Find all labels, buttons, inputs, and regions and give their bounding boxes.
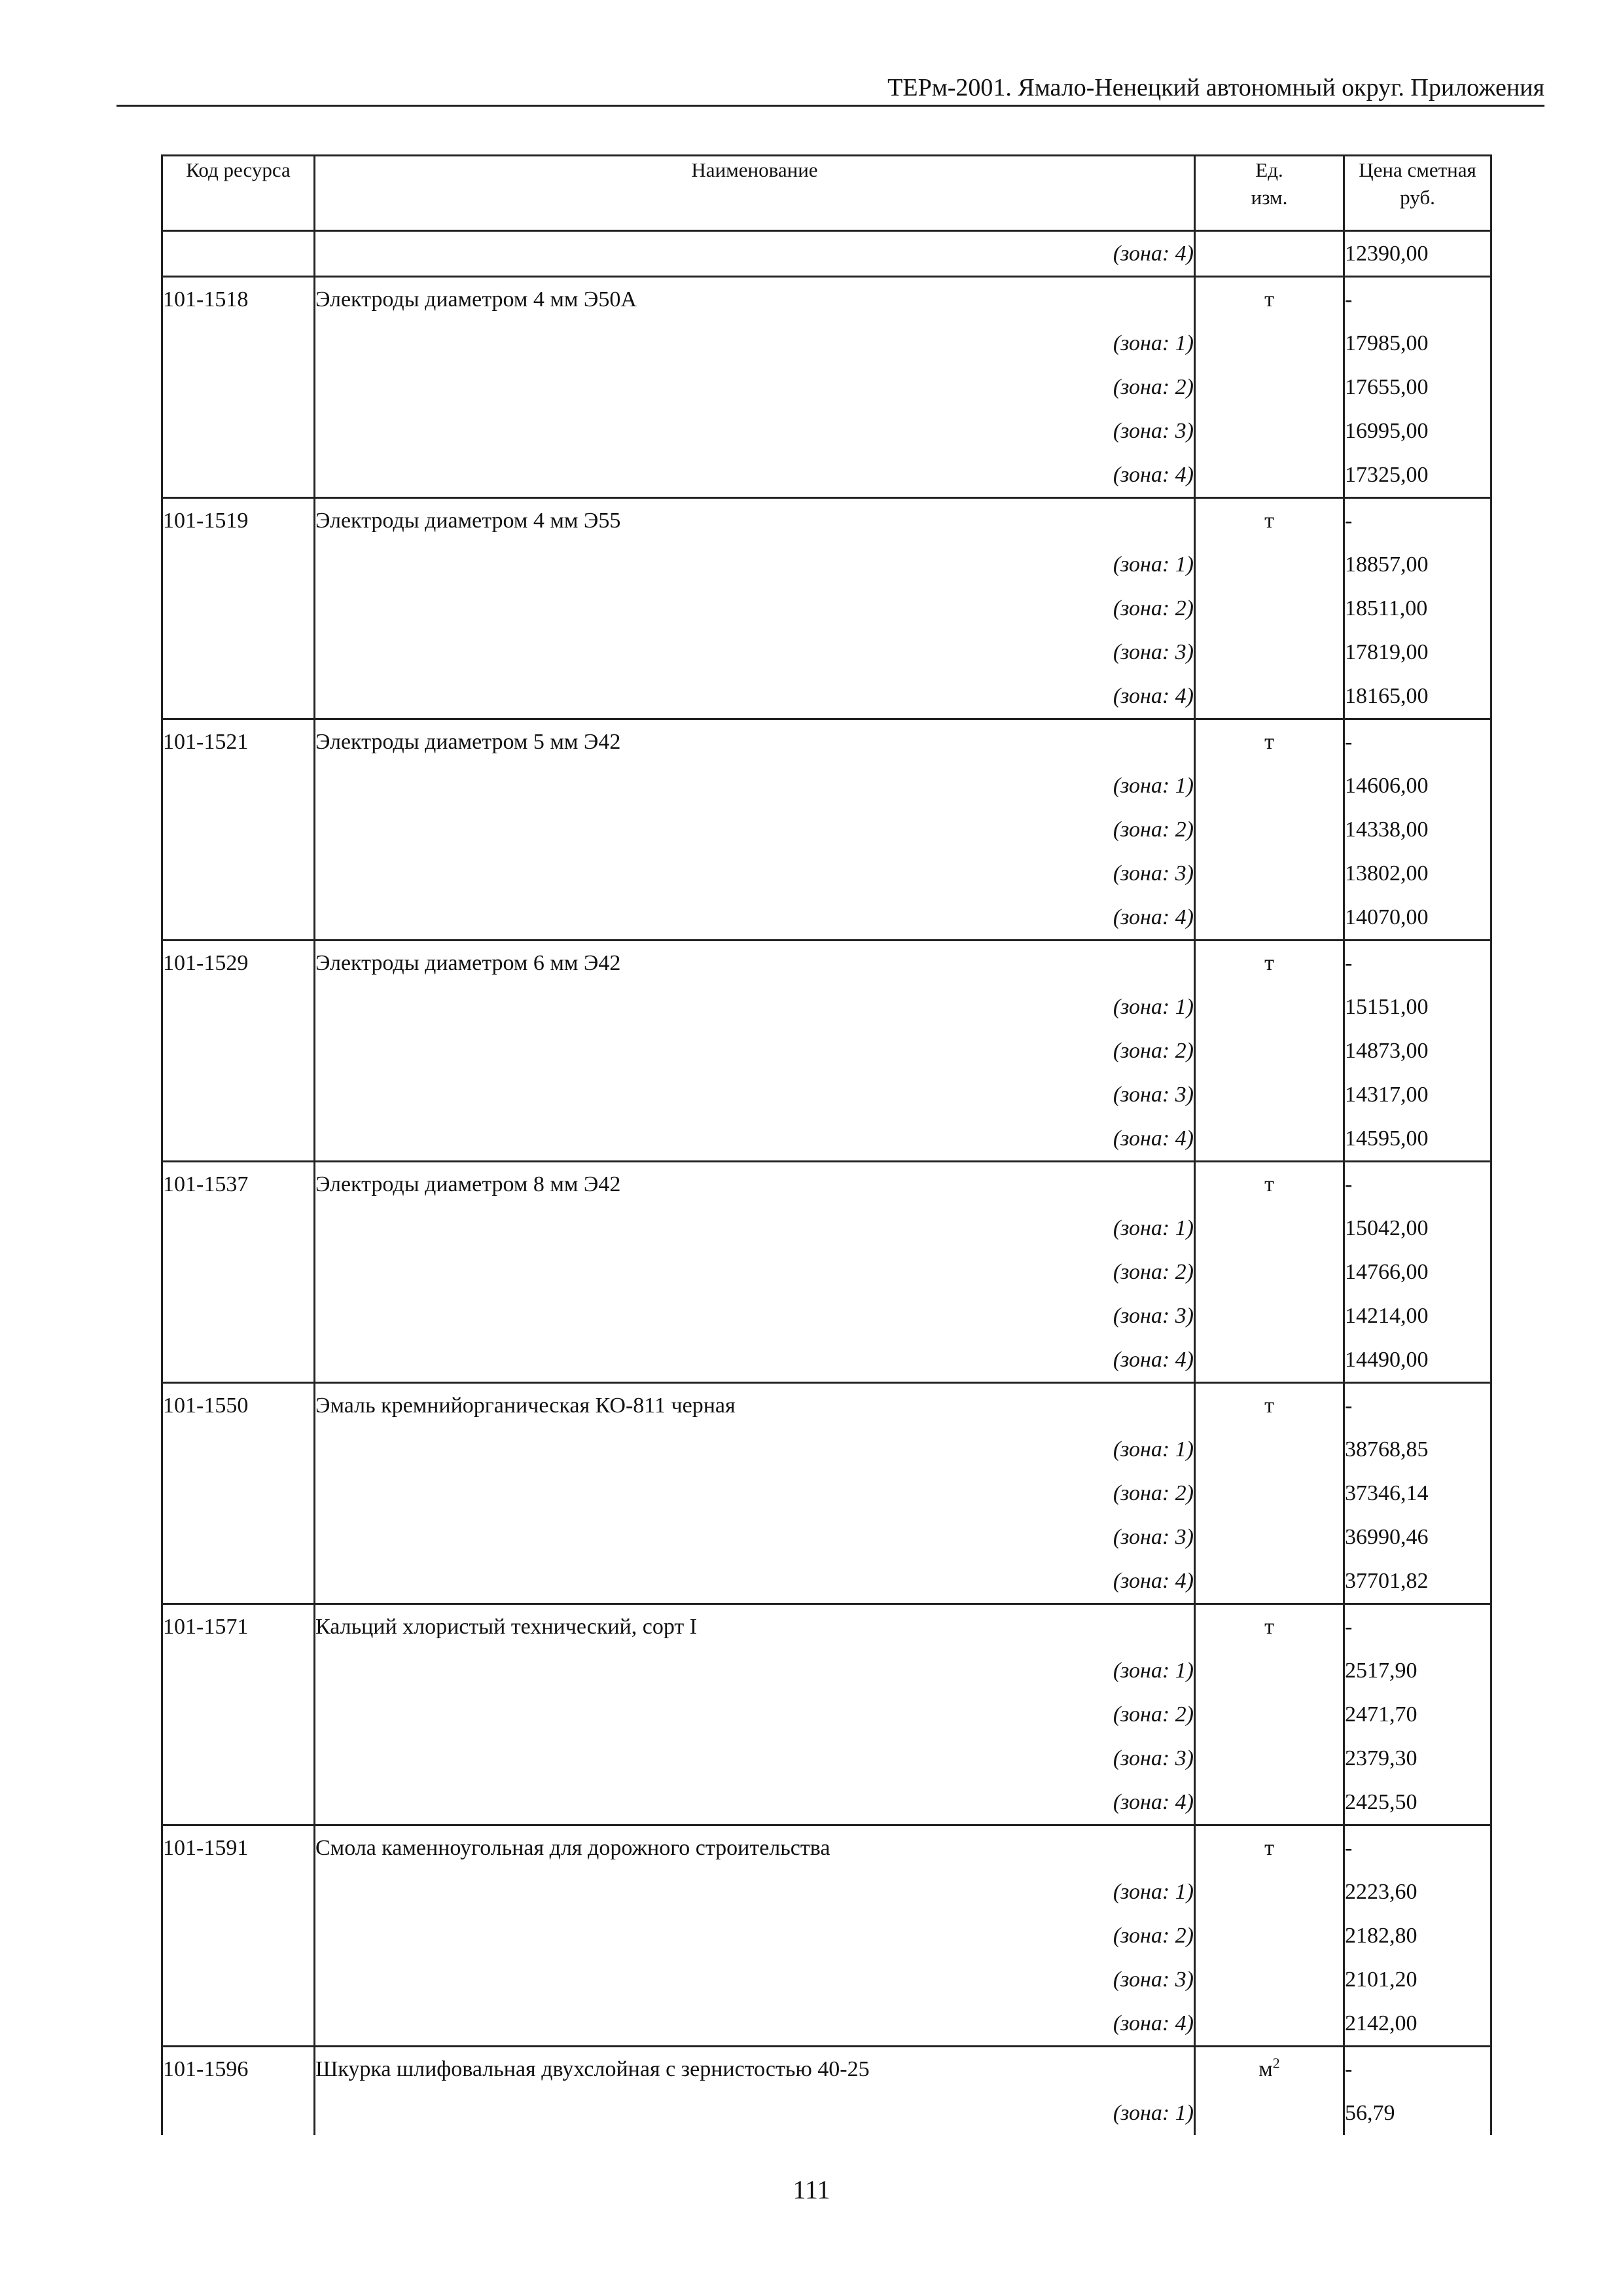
cell-resource-name: Электроды диаметром 6 мм Э42 <box>315 941 1195 986</box>
cell-zone-label: (зона: 4) <box>315 1559 1195 1604</box>
table-row <box>162 365 1491 409</box>
cell-resource-code: 101-1550 <box>162 1383 315 1428</box>
cell-resource-code <box>162 674 315 719</box>
cell-price: 2517,90 <box>1344 1649 1491 1693</box>
cell-zone-label: (зона: 4) <box>315 1780 1195 1825</box>
table-row <box>162 895 1491 941</box>
column-header-price <box>1344 156 1491 231</box>
cell-resource-code <box>162 1780 315 1825</box>
cell-zone-label: (зона: 1) <box>315 1649 1195 1693</box>
cell-resource-name: Эмаль кремнийорганическая КО-811 черная <box>315 1383 1195 1428</box>
cell-resource-code <box>162 895 315 941</box>
table-row <box>162 1427 1491 1471</box>
table-row <box>162 1736 1491 1780</box>
cell-zone-label: (зона: 2) <box>315 1693 1195 1736</box>
cell-resource-code: 101-1591 <box>162 1825 315 1871</box>
cell-zone-label: (зона: 3) <box>315 409 1195 453</box>
cell-price: 12390,00 <box>1344 231 1491 277</box>
cell-resource-name: Электроды диаметром 5 мм Э42 <box>315 719 1195 764</box>
cell-price: - <box>1344 941 1491 986</box>
cell-price: - <box>1344 719 1491 764</box>
cell-price: - <box>1344 1825 1491 1871</box>
cell-zone-label: (зона: 4) <box>315 1338 1195 1383</box>
cell-resource-code <box>162 453 315 498</box>
cell-unit <box>1195 1693 1344 1736</box>
cell-price: - <box>1344 1604 1491 1649</box>
cell-unit <box>1195 2001 1344 2047</box>
table-row <box>162 2047 1491 2092</box>
cell-price: - <box>1344 498 1491 543</box>
cell-zone-label: (зона: 2) <box>315 586 1195 630</box>
cell-zone-label: (зона: 3) <box>315 1736 1195 1780</box>
cell-price: 14214,00 <box>1344 1294 1491 1338</box>
cell-resource-code <box>162 409 315 453</box>
cell-price: 14490,00 <box>1344 1338 1491 1383</box>
cell-price: - <box>1344 277 1491 322</box>
column-header-name: Наименование <box>315 156 1195 231</box>
cell-price: 14873,00 <box>1344 1029 1491 1073</box>
cell-price: 2471,70 <box>1344 1693 1491 1736</box>
column-header-unit <box>1195 156 1344 231</box>
cell-resource-code <box>162 1073 315 1117</box>
cell-price: 17655,00 <box>1344 365 1491 409</box>
cell-resource-code <box>162 365 315 409</box>
unit-text: т <box>1264 1172 1274 1196</box>
cell-resource-code <box>162 543 315 586</box>
cell-resource-code <box>162 1515 315 1559</box>
table-row <box>162 674 1491 719</box>
cell-zone-label: (зона: 2) <box>315 1914 1195 1958</box>
price-table <box>161 154 1492 2135</box>
cell-unit <box>1195 1294 1344 1338</box>
cell-unit <box>1195 719 1344 764</box>
cell-price: 37346,14 <box>1344 1471 1491 1515</box>
cell-zone-label: (зона: 2) <box>315 1471 1195 1515</box>
cell-zone-label: (зона: 4) <box>315 453 1195 498</box>
table-row <box>162 985 1491 1029</box>
table-row <box>162 1559 1491 1604</box>
header-rule <box>116 105 1544 107</box>
cell-price: 2425,50 <box>1344 1780 1491 1825</box>
cell-resource-name: Шкурка шлифовальная двухслойная с зернистостью 40-25 <box>315 2047 1195 2092</box>
cell-resource-code <box>162 852 315 895</box>
cell-resource-code <box>162 1649 315 1693</box>
cell-unit <box>1195 674 1344 719</box>
cell-resource-code <box>162 1693 315 1736</box>
price-header-line1: Цена сметная <box>1359 158 1476 181</box>
cell-zone-label: (зона: 4) <box>315 1117 1195 1162</box>
table-row <box>162 1914 1491 1958</box>
cell-resource-code <box>162 1206 315 1250</box>
cell-resource-code <box>162 1294 315 1338</box>
cell-unit <box>1195 1250 1344 1294</box>
cell-zone-label: (зона: 1) <box>315 321 1195 365</box>
cell-unit <box>1195 1604 1344 1649</box>
cell-unit <box>1195 808 1344 852</box>
cell-unit <box>1195 1383 1344 1428</box>
table-row <box>162 1117 1491 1162</box>
cell-resource-code <box>162 1559 315 1604</box>
cell-price: 38768,85 <box>1344 1427 1491 1471</box>
cell-unit <box>1195 365 1344 409</box>
cell-resource-code <box>162 630 315 674</box>
table-row <box>162 498 1491 543</box>
cell-resource-code <box>162 1471 315 1515</box>
cell-resource-code <box>162 321 315 365</box>
cell-resource-code <box>162 764 315 808</box>
cell-price: 17325,00 <box>1344 453 1491 498</box>
cell-resource-code: 101-1519 <box>162 498 315 543</box>
cell-unit <box>1195 852 1344 895</box>
cell-resource-name: Электроды диаметром 8 мм Э42 <box>315 1162 1195 1207</box>
table-row <box>162 630 1491 674</box>
cell-zone-label: (зона: 3) <box>315 1958 1195 2001</box>
table-row <box>162 1515 1491 1559</box>
cell-unit <box>1195 2091 1344 2135</box>
cell-unit <box>1195 1825 1344 1871</box>
cell-price: 18165,00 <box>1344 674 1491 719</box>
cell-resource-code <box>162 1736 315 1780</box>
table-row <box>162 1471 1491 1515</box>
cell-zone-label: (зона: 1) <box>315 1427 1195 1471</box>
unit-header-line2: изм. <box>1251 186 1288 209</box>
cell-zone-label: (зона: 3) <box>315 1073 1195 1117</box>
cell-resource-code: 101-1571 <box>162 1604 315 1649</box>
table-row <box>162 1870 1491 1914</box>
cell-resource-code <box>162 1870 315 1914</box>
table-row <box>162 1029 1491 1073</box>
cell-zone-label: (зона: 1) <box>315 1870 1195 1914</box>
cell-unit <box>1195 985 1344 1029</box>
table-row <box>162 1604 1491 1649</box>
cell-resource-code: 101-1537 <box>162 1162 315 1207</box>
cell-price: 18511,00 <box>1344 586 1491 630</box>
cell-price: 14595,00 <box>1344 1117 1491 1162</box>
cell-unit <box>1195 231 1344 277</box>
page-number: 111 <box>793 2175 830 2204</box>
table-row <box>162 543 1491 586</box>
cell-price: 2182,80 <box>1344 1914 1491 1958</box>
table-row <box>162 1693 1491 1736</box>
cell-unit <box>1195 1870 1344 1914</box>
cell-unit <box>1195 543 1344 586</box>
cell-unit <box>1195 1029 1344 1073</box>
cell-unit <box>1195 1427 1344 1471</box>
cell-unit <box>1195 1914 1344 1958</box>
table-row <box>162 1338 1491 1383</box>
table-row <box>162 1250 1491 1294</box>
cell-unit <box>1195 630 1344 674</box>
cell-unit <box>1195 1649 1344 1693</box>
table-row <box>162 321 1491 365</box>
unit-text: т <box>1264 287 1274 312</box>
cell-unit <box>1195 321 1344 365</box>
cell-zone-label: (зона: 3) <box>315 852 1195 895</box>
cell-unit <box>1195 764 1344 808</box>
table-header-row <box>162 156 1491 231</box>
column-header-code: Код ресурса <box>162 156 315 231</box>
cell-price: 2142,00 <box>1344 2001 1491 2047</box>
unit-text: т <box>1264 951 1274 975</box>
cell-zone-label: (зона: 4) <box>315 674 1195 719</box>
cell-price: 56,79 <box>1344 2091 1491 2135</box>
cell-resource-code <box>162 1117 315 1162</box>
table-row <box>162 1206 1491 1250</box>
unit-text: т <box>1264 1393 1274 1418</box>
unit-superscript: 2 <box>1272 2054 1280 2072</box>
running-header: ТЕРм-2001. Ямало-Ненецкий автономный округ. Приложения <box>887 74 1544 101</box>
cell-resource-name: Кальций хлористый технический, сорт I <box>315 1604 1195 1649</box>
cell-resource-name: Электроды диаметром 4 мм Э50А <box>315 277 1195 322</box>
table-row <box>162 453 1491 498</box>
cell-zone-label: (зона: 4) <box>315 231 1195 277</box>
table-row <box>162 1294 1491 1338</box>
cell-resource-code <box>162 586 315 630</box>
cell-resource-name: Смола каменноугольная для дорожного строительства <box>315 1825 1195 1871</box>
cell-zone-label: (зона: 3) <box>315 1294 1195 1338</box>
table-row <box>162 2091 1491 2135</box>
table-row <box>162 1162 1491 1207</box>
cell-price: - <box>1344 2047 1491 2092</box>
cell-resource-code: 101-1521 <box>162 719 315 764</box>
cell-price: 15042,00 <box>1344 1206 1491 1250</box>
table-row <box>162 852 1491 895</box>
table-row <box>162 1073 1491 1117</box>
cell-price: 36990,46 <box>1344 1515 1491 1559</box>
cell-unit <box>1195 453 1344 498</box>
cell-price: 17985,00 <box>1344 321 1491 365</box>
table-row <box>162 941 1491 986</box>
cell-resource-code <box>162 2091 315 2135</box>
cell-zone-label: (зона: 3) <box>315 630 1195 674</box>
cell-unit <box>1195 941 1344 986</box>
cell-zone-label: (зона: 4) <box>315 895 1195 941</box>
price-header-line2: руб. <box>1400 186 1435 209</box>
cell-zone-label: (зона: 2) <box>315 1250 1195 1294</box>
cell-resource-code: 101-1529 <box>162 941 315 986</box>
cell-resource-code <box>162 1338 315 1383</box>
cell-zone-label: (зона: 2) <box>315 365 1195 409</box>
cell-unit <box>1195 498 1344 543</box>
cell-resource-code: 101-1518 <box>162 277 315 322</box>
cell-unit <box>1195 1073 1344 1117</box>
cell-resource-code <box>162 1427 315 1471</box>
cell-zone-label: (зона: 1) <box>315 543 1195 586</box>
cell-unit <box>1195 895 1344 941</box>
unit-text: т <box>1264 509 1274 533</box>
table-row <box>162 1780 1491 1825</box>
cell-price: 2379,30 <box>1344 1736 1491 1780</box>
cell-price: 18857,00 <box>1344 543 1491 586</box>
cell-unit <box>1195 1559 1344 1604</box>
cell-resource-code <box>162 1914 315 1958</box>
table-row <box>162 2001 1491 2047</box>
cell-price: - <box>1344 1383 1491 1428</box>
cell-zone-label: (зона: 1) <box>315 985 1195 1029</box>
cell-zone-label: (зона: 1) <box>315 2091 1195 2135</box>
table-row <box>162 1958 1491 2001</box>
cell-price: 37701,82 <box>1344 1559 1491 1604</box>
table-row <box>162 719 1491 764</box>
cell-zone-label: (зона: 1) <box>315 764 1195 808</box>
cell-unit <box>1195 586 1344 630</box>
cell-price: 14338,00 <box>1344 808 1491 852</box>
cell-resource-code <box>162 231 315 277</box>
cell-price: 2101,20 <box>1344 1958 1491 2001</box>
cell-unit <box>1195 1471 1344 1515</box>
unit-text: т <box>1264 1836 1274 1860</box>
cell-unit <box>1195 277 1344 322</box>
unit-header-line1: Ед. <box>1255 158 1283 181</box>
table-row <box>162 808 1491 852</box>
table-row <box>162 409 1491 453</box>
unit-text: т <box>1264 730 1274 754</box>
table-row <box>162 231 1491 277</box>
unit-text: м <box>1258 2057 1273 2081</box>
cell-price: 15151,00 <box>1344 985 1491 1029</box>
cell-price: 14606,00 <box>1344 764 1491 808</box>
cell-unit <box>1195 2047 1344 2092</box>
cell-price: 13802,00 <box>1344 852 1491 895</box>
table-body <box>162 231 1491 2136</box>
cell-unit <box>1195 1117 1344 1162</box>
cell-unit <box>1195 1515 1344 1559</box>
cell-zone-label: (зона: 1) <box>315 1206 1195 1250</box>
table-row <box>162 1649 1491 1693</box>
cell-resource-code <box>162 985 315 1029</box>
cell-unit <box>1195 1162 1344 1207</box>
cell-zone-label: (зона: 2) <box>315 808 1195 852</box>
cell-unit <box>1195 409 1344 453</box>
unit-text: т <box>1264 1615 1274 1639</box>
table-row <box>162 277 1491 322</box>
cell-resource-code <box>162 2001 315 2047</box>
cell-zone-label: (зона: 2) <box>315 1029 1195 1073</box>
cell-unit <box>1195 1780 1344 1825</box>
table-row <box>162 586 1491 630</box>
cell-unit <box>1195 1206 1344 1250</box>
cell-price: - <box>1344 1162 1491 1207</box>
cell-resource-code <box>162 1250 315 1294</box>
cell-resource-code: 101-1596 <box>162 2047 315 2092</box>
table-row <box>162 764 1491 808</box>
cell-unit <box>1195 1338 1344 1383</box>
cell-price: 16995,00 <box>1344 409 1491 453</box>
cell-unit <box>1195 1958 1344 2001</box>
cell-price: 17819,00 <box>1344 630 1491 674</box>
cell-unit <box>1195 1736 1344 1780</box>
cell-price: 2223,60 <box>1344 1870 1491 1914</box>
cell-zone-label: (зона: 3) <box>315 1515 1195 1559</box>
cell-resource-name: Электроды диаметром 4 мм Э55 <box>315 498 1195 543</box>
cell-resource-code <box>162 808 315 852</box>
cell-price: 14766,00 <box>1344 1250 1491 1294</box>
cell-resource-code <box>162 1958 315 2001</box>
cell-price: 14070,00 <box>1344 895 1491 941</box>
table-row <box>162 1825 1491 1871</box>
cell-zone-label: (зона: 4) <box>315 2001 1195 2047</box>
cell-resource-code <box>162 1029 315 1073</box>
table-row <box>162 1383 1491 1428</box>
cell-price: 14317,00 <box>1344 1073 1491 1117</box>
